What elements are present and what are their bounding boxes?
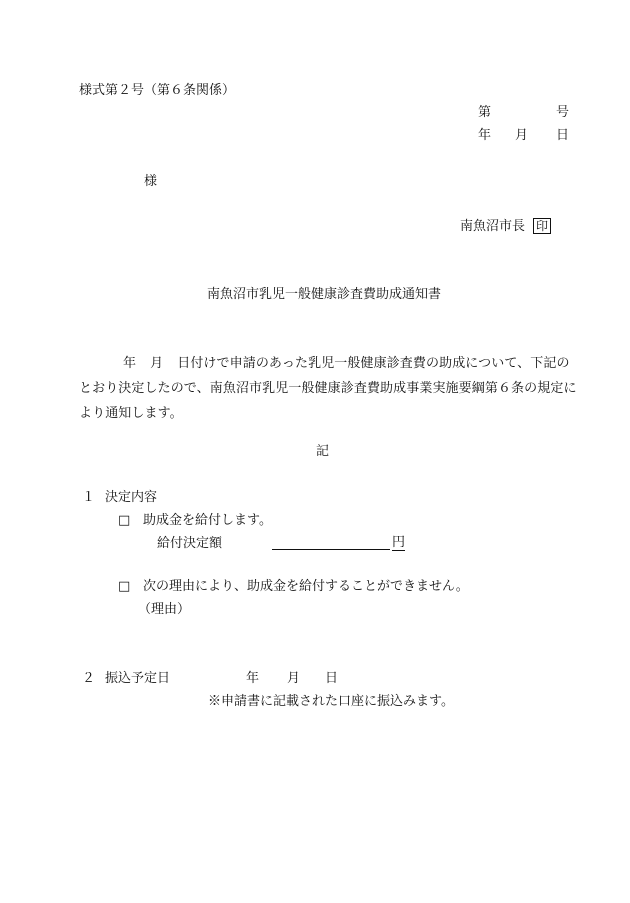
transfer-day-label: 日 — [325, 671, 339, 686]
section2-number: ２ — [82, 671, 96, 686]
seal-stamp: 印 — [533, 218, 551, 234]
approve-option-text: 助成金を給付します。 — [143, 513, 272, 528]
recipient-honorific: 様 — [144, 174, 158, 189]
section1-number: １ — [82, 490, 96, 505]
reject-checkbox[interactable]: □ — [118, 579, 131, 594]
sender-title: 南魚沼市長 — [460, 219, 526, 234]
document-number-prefix: 第 — [478, 105, 492, 120]
approved-amount-field[interactable] — [272, 535, 405, 550]
transfer-month-label: 月 — [287, 671, 301, 686]
reject-reason-label: （理由） — [138, 602, 191, 617]
body-text: 日付けで申請のあった乳児一般健康診査費の助成について、下記のとおり決定したので、南魚沼市乳児一般健康診査費助成事業実施要綱第６条の規定により通知します。 — [79, 356, 577, 421]
approved-amount-unit: 円 — [392, 535, 406, 550]
body-year-label: 年 — [123, 356, 137, 371]
section1-label: 決定内容 — [105, 490, 158, 505]
body-month-label: 月 — [150, 356, 164, 371]
transfer-note: ※申請書に記載された口座に振込みます。 — [208, 694, 454, 709]
section2-label: 振込予定日 — [105, 671, 171, 686]
approve-checkbox[interactable]: □ — [118, 513, 131, 528]
approved-amount-label: 給付決定額 — [157, 536, 223, 551]
transfer-year-label: 年 — [246, 671, 260, 686]
sender-block — [460, 218, 551, 234]
issue-day-label: 日 — [556, 128, 570, 143]
ki-heading: 記 — [316, 444, 330, 459]
form-number: 様式第２号（第６条関係） — [79, 83, 236, 98]
issue-year-label: 年 — [478, 128, 492, 143]
approved-amount-blank[interactable] — [272, 535, 390, 550]
issue-month-label: 月 — [515, 128, 529, 143]
document-title: 南魚沼市乳児一般健康診査費助成通知書 — [207, 287, 442, 302]
body-paragraph — [79, 351, 577, 426]
reject-option-text: 次の理由により、助成金を給付することができません。 — [143, 579, 469, 594]
document-number-suffix: 号 — [556, 105, 570, 120]
